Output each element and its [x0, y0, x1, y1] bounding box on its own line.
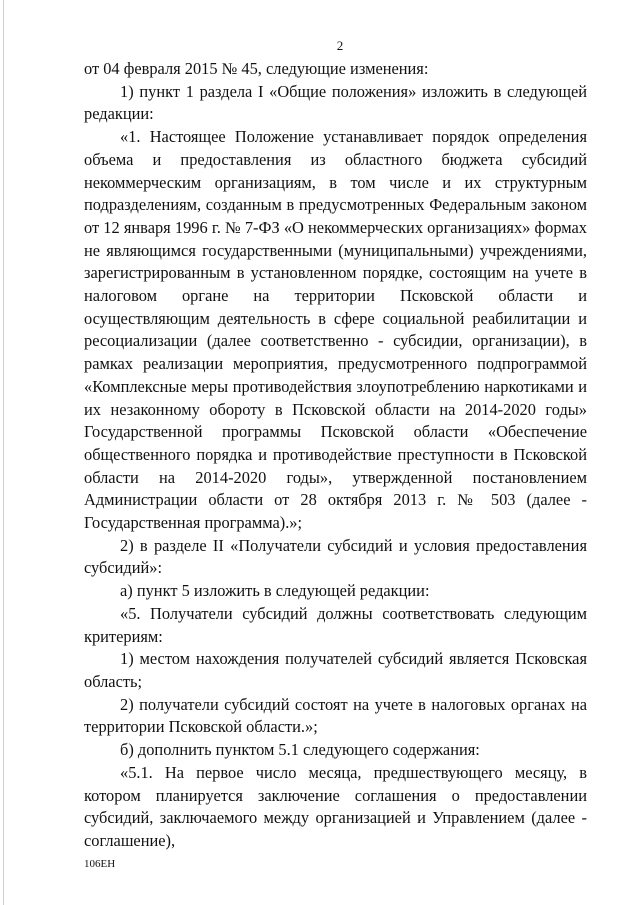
page-number: 2 [336, 38, 344, 53]
footer-code: 106ЕН [84, 858, 116, 870]
paragraph-quote-1: «1. Настоящее Положение устанавливает порядок определения объема и предоставления из областного бюджета субсидий некоммерческим организациям, в том числе и их структурным подразделениям, созданным в предусмотренных Федеральным законом от 12 января 1996 г. № 7-ФЗ «О некоммерческих организациях» формах не являющимся государственными (муниципальными) учреждениями, зарегистрированным в установленном порядке, состоящим на учете в налоговом органе на территории Псковской области и осуществляющим деятельность в сфере социальной реабилитации и ресоциализации (далее соответственно - субсидии, организации), в рамках реализации мероприятия, предусмотренного подпрограммой «Комплексные меры противодействия злоупотреблению наркотиками и их незаконному обороту в Псковской области на 2014-2020 годы» Государственной программы Псковской области «Обеспечение общественного порядка и противодействие преступности в Псковской области на 2014-2020 годы», утвержденной постановлением Администрации области от 28 октября 2013 г. № 503 (далее - Государственная программа).»; [84, 127, 587, 533]
paragraph-quote-5: «5. Получатели субсидий должны соответствовать следующим критериям: [84, 603, 587, 646]
paragraph-intro: от 04 февраля 2015 № 45, следующие изменения: [84, 59, 429, 78]
document-body [84, 58, 587, 853]
paragraph-criterion-2: 2) получатели субсидий состоят на учете в налоговых органах на территории Псковской области.»; [84, 694, 587, 737]
paragraph-sub-b: б) дополнить пунктом 5.1 следующего содержания: [120, 740, 480, 760]
paragraph-item-2: 2) в разделе II «Получатели субсидий и условия предоставления субсидий»: [84, 535, 587, 578]
scan-edge-line [3, 0, 4, 905]
paragraph-item-1: 1) пункт 1 раздела I «Общие положения» изложить в следующей редакции: [84, 81, 587, 124]
paragraph-sub-a: а) пункт 5 изложить в следующей редакции: [120, 581, 430, 601]
paragraph-criterion-1: 1) местом нахождения получателей субсидий является Псковская область; [84, 649, 587, 691]
paragraph-quote-5-1: «5.1. На первое число месяца, предшествующего месяцу, в котором планируется заключение соглашения о предоставлении субсидий, заключаемого между организацией и Управлением (далее - соглашение), [84, 762, 587, 850]
